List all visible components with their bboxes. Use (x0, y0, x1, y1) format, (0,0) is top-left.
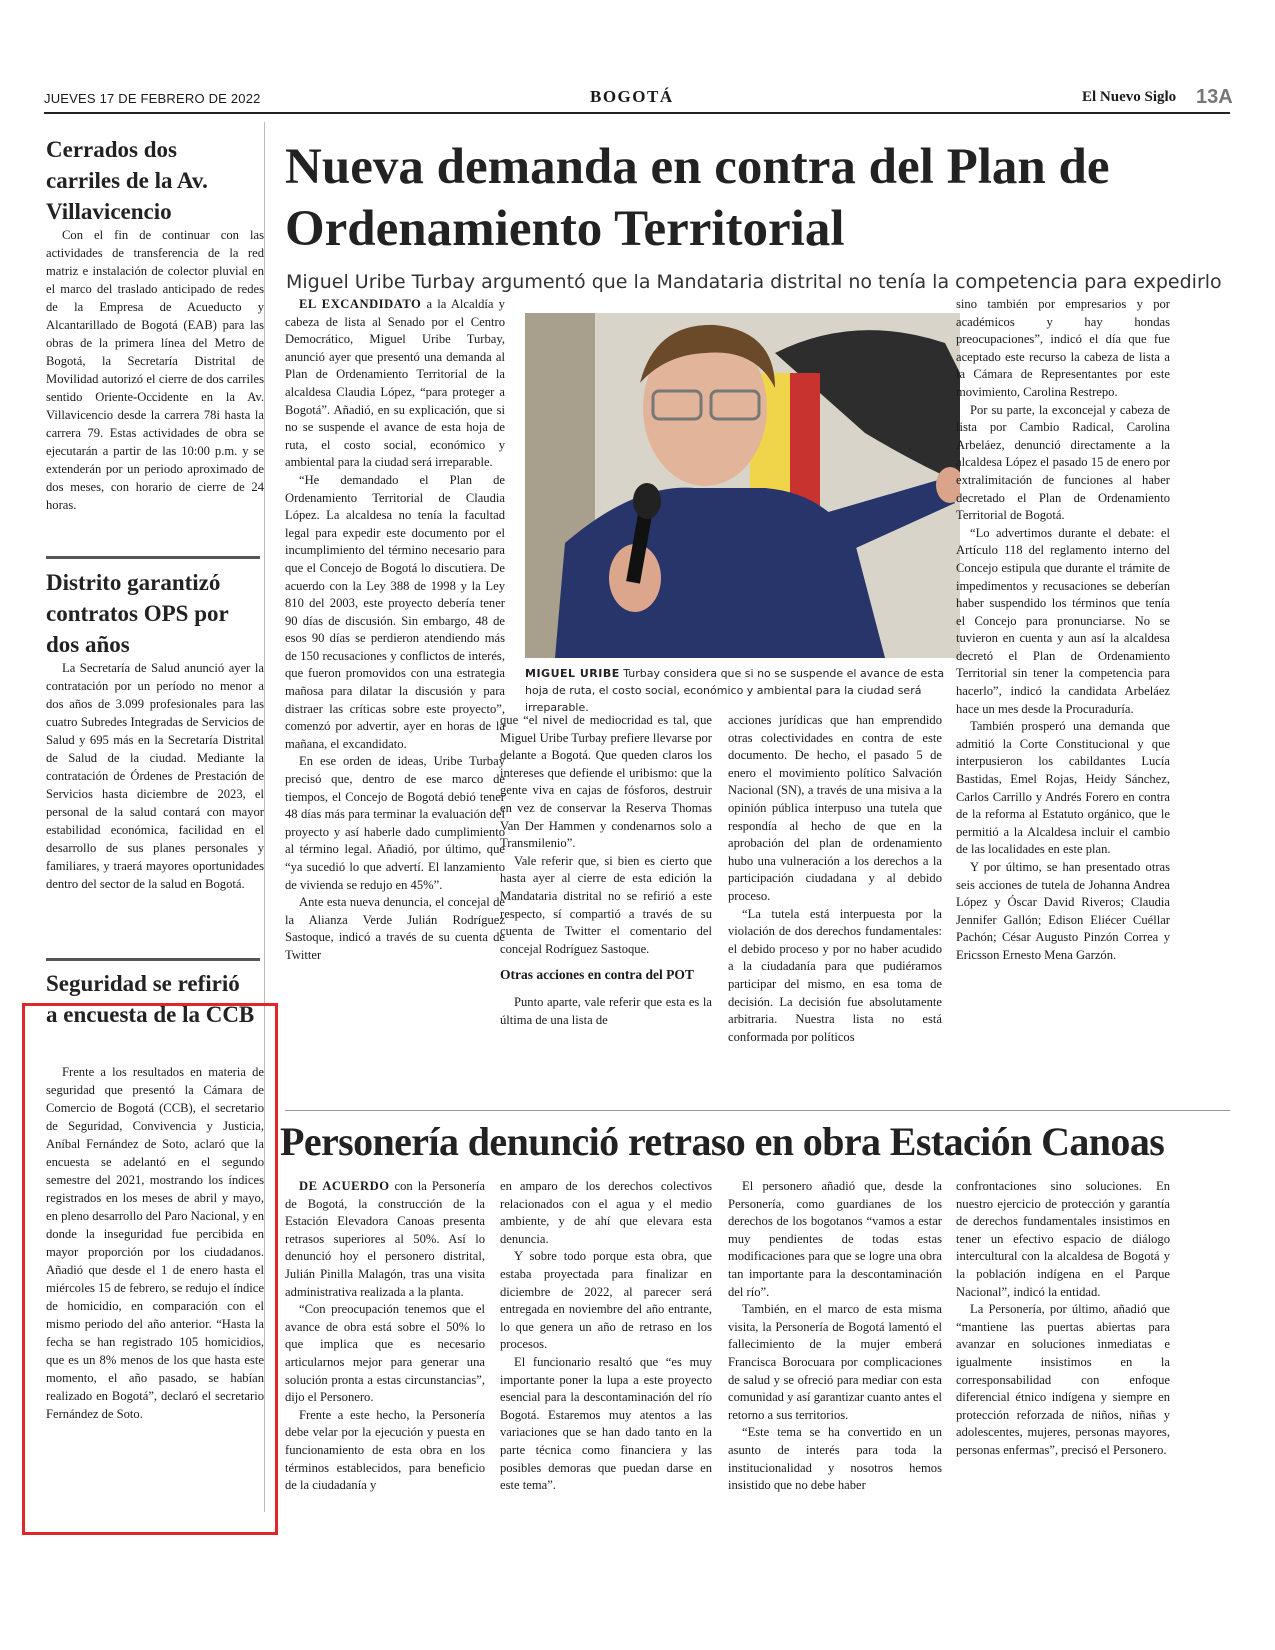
sidebar-story-title: Seguridad se refirió a encuesta de la CCB (46, 971, 255, 1027)
sidebar-divider (46, 958, 260, 961)
highlight-box (22, 1003, 278, 1535)
sidebar-story-title: Distrito garantizó contratos OPS por dos años (46, 570, 229, 657)
newspaper-logo: El Nuevo Siglo (1082, 89, 1177, 105)
page-number: 13A (1196, 86, 1233, 108)
article-column: sino también por empresarios y por académicos y hay hondas preocupaciones”, indicó el día que fue aceptado este recurso la cabeza de lista a la Cámara de Representantes por este movimiento, Carolina Restrepo. Por su parte, la exconcejal y cabeza de lista por Cambio Radical, Carolina Arbeláez, denunció directamente a la alcaldesa López el pasado 15 de enero por extralimitación de funciones al haber decretado el Plan de Ordenamiento Territorial de Bogotá. “Lo advertimos durante el debate: el Artículo 118 del reglamento interno del Concejo estipula que durante el trámite de impedimentos y recusaciones se deberían haber suspendido los términos que tenía el Concejo para pronunciarse. No se tuvieron en cuenta y aun así la alcaldesa decretó el Plan de Ordenamiento Territorial sin tener la competencia para hacerlo”, indicó la candidata Arbeláez hace un mes desde la Procuraduría. También prosperó una demanda que admitió la Corte Constitucional y que interpusieron los cabildantes Lucía Bastidas, Emel Rojas, Heidy Sánchez, Carlos Carrillo y Andrés Forero en contra de la reforma al Estatuto orgánico, que le permitió a la Alcaldesa incluir el cambio de las localidades en este plan. Y por último, se han presentado otras seis acciones de tutela de Johanna Andrea López y Óscar David Riveros; Claudia Jennifer Gallón; Edison Eliécer Cuéllar Pachón; César Augusto Pinzón Correa y Ericsson Ernesto Mena Garzón. (956, 297, 1170, 962)
article-lead-word: DE ACUERDO (299, 1179, 390, 1193)
header-rule (44, 112, 1230, 114)
article-divider (285, 1110, 1230, 1111)
sidebar-story-body: La Secretaría de Salud anunció ayer la contratación por un período no menor a dos años de 3.099 profesionales para las cuatro Subredes Integradas de Servicios de Salud y 695 más en la Secretaría Distrital de Salud de la ciudad. Mediante la contratación de Órdenes de Prestación de Servicios hasta diciembre de 2023, el personal de la salud contará con mayor estabilidad económica, facilidad en el desarrollo de sus planes personales y familiares, y traerá mayores oportunidades dentro del sector de la salud en Bogotá. (46, 661, 264, 891)
article-lead-word: EL EXCANDIDATO (299, 297, 422, 311)
photo-caption: MIGUEL URIBE Turbay considera que si no se suspende el avance de esta hoja de ruta, el costo social, económico y ambiental para la ciudad será irreparable. (525, 667, 945, 714)
sidebar-story-title: Cerrados dos carriles de la Av. Villavicencio (46, 137, 208, 224)
article-column: en amparo de los derechos colectivos relacionados con el agua y el medio ambiente, y de ahí que elevara esta denuncia. Y sobre todo porque esta obra, que estaba proyectada para finalizar en diciembre de 2022, al parecer será entregada en noviembre del año entrante, lo que genera un año de retraso en los procesos. El funcionario resaltó que “es muy importante poner la lupa a este proyecto esencial para la descontaminación del río Bogotá. Estaremos muy atentos a las variaciones que se han dado tanto en la parte técnica como financiera y las posibles demoras que puedan darse en este tema”. (500, 1179, 712, 1493)
article-headline: Nueva demanda en contra del Plan de Ordenamiento Territorial (285, 139, 1110, 257)
sidebar-story-body: Con el fin de continuar con las actividades de transferencia de la red matriz e instalación de colector pluvial en el marco del traslado anticipado de redes de la Empresa de Acueducto y Alcantarillado de Bogotá (EAB) para las obras de la primera línea del Metro de Bogotá, la Secretaría Distrital de Movilidad autorizó el cierre de dos carriles sentido Oriente-Occidente en la Av. Villavicencio desde la carrera 78i hasta la carrera 79. Estas actividades de obra se ejecutarán a partir de las 10:00 p.m. y se extenderán por un periodo aproximado de dos meses, con horario de cierre de 24 horas. (46, 228, 264, 512)
article-column: EL EXCANDIDATO a la Alcaldía y cabeza de lista al Senado por el Centro Democrático, Miguel Uribe Turbay, anunció ayer que presentó una demanda al Plan de Ordenamiento Territorial de la alcaldesa Claudia López, “para proteger a Bogotá”. Añadió, en su explicación, que si no se suspende el avance de esta hoja de ruta, el costo social, económico y ambiental para la ciudad será irreparable. “He demandado el Plan de Ordenamiento Territorial de Claudia López. La alcaldesa no tenía la facultad legal para expedir este documento por el incumplimiento del término necesario para que el Concejo de Bogotá lo discutiera. De acuerdo con la Ley 388 de 1998 y la Ley 810 del 2003, este proyecto debería tener 90 días de discusión. Sin embargo, 48 de esos 90 días se perdieron atendiendo más de 150 recusaciones y conflictos de interés, que fueron promovidos con una estrategia mañosa para dilatar la discusión y para distraer las críticas sobre este proyecto”, comenzó por advertir, ayer en horas de la mañana, el excandidato. En ese orden de ideas, Uribe Turbay precisó que, dentro de ese marco de tiempos, el Concejo de Bogotá debió tener 48 días más para terminar la evaluación del proyecto y así haberle dado cumplimiento al término legal. Añadió, por último, que “ya sucedió lo que advertí. El lanzamiento de vivienda se redujo en 45%”. Ante esta nueva denuncia, el concejal de la Alianza Verde Julián Rodríguez Sastoque, indicó a través de su cuenta de Twitter (285, 297, 505, 962)
sidebar-story-body: Frente a los resultados en materia de seguridad que presentó la Cámara de Comercio de Bogotá (CCB), el secretario de Seguridad, Convivencia y Justicia, Aníbal Fernández de Soto, aclaró que la encuesta se adelantó en el segundo semestre del 2021, mostrando los índices registrados en los meses de abril y mayo, en pleno desarrollo del Paro Nacional, y en donde la inseguridad fue percibida en mayor proporción por los ciudadanos. Añadió que desde el 1 de enero hasta el miércoles 15 de febrero, se redujo el índice de homicidio, en comparación con el mismo periodo del año anterior. “Hasta la fecha se han registrado 105 homicidios, que es un 8% menos de los que hasta este momento, el año pasado, se habían realizado en Bogotá”, declaró el secretario Fernández de Soto. (46, 1065, 264, 1421)
article-column: que “el nivel de mediocridad es tal, que Miguel Uribe Turbay prefiere llevarse por delante a Bogotá. Que queden claros los intereses que defiende el uribismo: que la gente viva en cajas de fósforos, destruir en vez de conservar la Reserva Thomas Van Der Hammen y condenarnos solo a Transmilenio”. Vale referir que, si bien es cierto que hasta ayer al cierre de esta edición la Mandataria distrital no se refirió a este respecto, sí compartió a través de su cuenta de Twitter el comentario del concejal Rodríguez Sastoque. Otras acciones en contra del POT Punto aparte, vale referir que esta es la última de una lista de (500, 713, 712, 1027)
article-subheadline: Miguel Uribe Turbay argumentó que la Mandataria distrital no tenía la competencia para expedirlo (286, 271, 1222, 293)
article-column: acciones jurídicas que han emprendido otras colectividades en contra de este documento. De hecho, el pasado 5 de enero el movimiento político Salvación Nacional (SN), a través de una misiva a la opinión pública interpuso una tutela que respondía al hecho de que en la aprobación del plan de ordenamiento hubo una vulneración a los derechos a la participación ciudadana y al debido proceso. “La tutela está interpuesta por la violación de dos derechos fundamentales: el debido proceso y por no haber acudido a la ciudadanía para que pudiéramos participar del mismo, en esa toma de decisión. La decisión fue absolutamente arbitraria. Nuestra lista no está conformada por políticos (728, 713, 942, 1044)
sidebar-divider (46, 556, 260, 559)
section-name: BOGOTÁ (590, 87, 674, 106)
speaker-photo-illustration (525, 313, 960, 658)
article-crosshead: Otras acciones en contra del POT (500, 967, 694, 983)
article-headline: Personería denunció retraso en obra Estación Canoas (280, 1119, 1165, 1164)
page-date: JUEVES 17 DE FEBRERO DE 2022 (44, 91, 261, 106)
article-column: confrontaciones sino soluciones. En nuestro ejercicio de protección y garantía de derechos fundamentales insistimos en tener un efectivo espacio de diálogo intercultural con la alcaldesa de Bogotá y la población indígena en el Parque Nacional”, indicó la entidad. La Personería, por último, añadió que “mantiene las puertas abiertas para avanzar en soluciones inmediatas e igualmente insistimos en la corresponsabilidad con enfoque diferencial étnico indígena y siempre en protección reforzada de niños, niñas y adolescentes, mujeres, personas mayores, personas enfermas”, precisó el Personero. (956, 1179, 1170, 1457)
article-photo (525, 313, 960, 658)
caption-lead: MIGUEL URIBE (525, 667, 620, 680)
article-column: El personero añadió que, desde la Personería, como guardianes de los derechos de los bogotanos “vamos a estar muy pendientes de todas estas modificaciones para que se logre una obra tan importante para la descontaminación del río”. También, en el marco de esta misma visita, la Personería de Bogotá lamentó el fallecimiento de la mujer emberá Francisca Borocuara por complicaciones de salud y se ofreció para mediar con esta comunidad y así garantizar cuanto antes el retorno a sus territorios. “Este tema se ha convertido en un asunto de interés para toda la institucionalidad y nosotros hemos insistido que no debe haber (728, 1179, 943, 1493)
article-column: DE ACUERDO con la Personería de Bogotá, la construcción de la Estación Elevadora Canoas presenta retrasos superiores al 50%. Así lo denunció hoy el personero distrital, Julián Pinilla Malagón, tras una visita administrativa realizada a la planta. “Con preocupación tenemos que el avance de obra está sobre el 50% lo que implica que es necesario articularnos mejor para generar una solución pronta a estas circunstancias”, dijo el Personero. Frente a este hecho, la Personería debe velar por la ejecución y puesta en funcionamiento de esta obra en los términos establecidos, para beneficio de la ciudadanía y (285, 1179, 485, 1493)
